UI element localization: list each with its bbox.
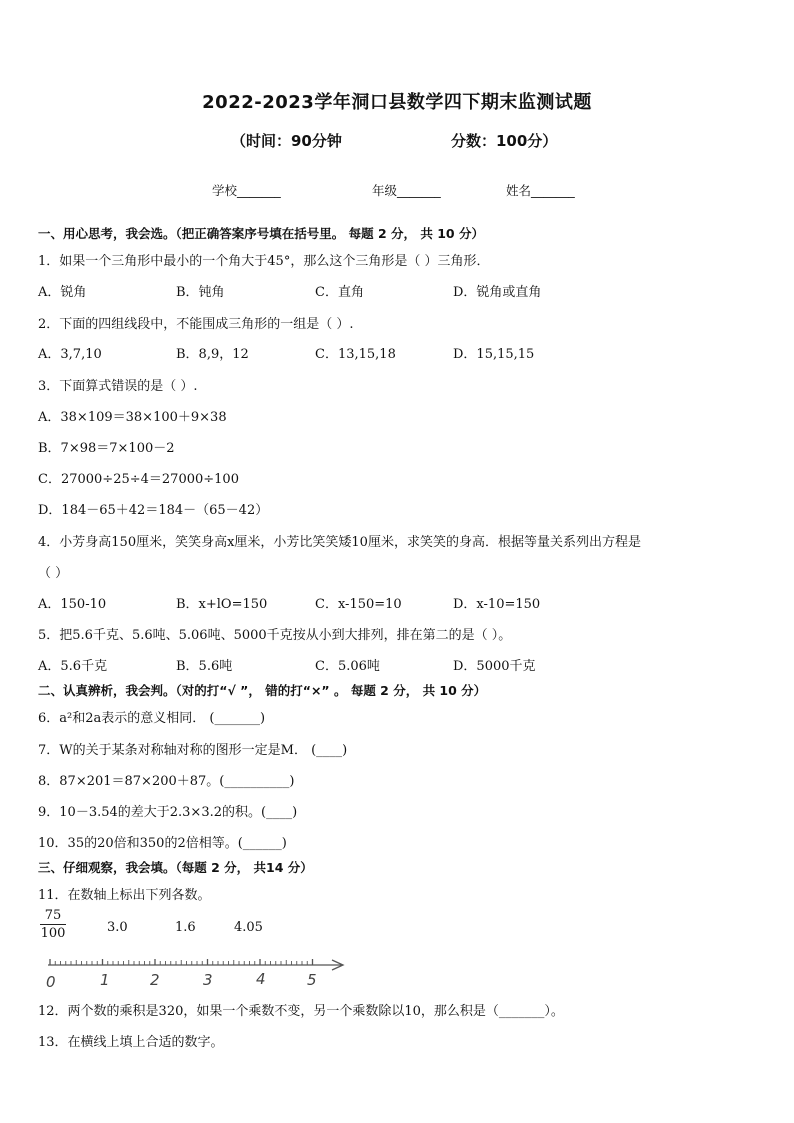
number-line [44, 950, 354, 992]
value-1-6: 1.6 [175, 920, 196, 935]
q1-option-b: B．钝角 [176, 285, 225, 300]
q4-option-b: B．x+lO=150 [176, 597, 268, 612]
question-6: 6．a²和2a表示的意义相同． (_______) [38, 711, 266, 726]
axis-label-0: 0 [46, 973, 56, 991]
question-2: 2．下面的四组线段中，不能围成三角形的一组是（ ）. [38, 317, 354, 332]
q1-option-d: D．锐角或直角 [453, 285, 542, 300]
exam-score: 分数：100分） [451, 132, 558, 150]
q3-option-c: C．27000÷25÷4＝27000÷100 [38, 472, 239, 487]
q3-option-d: D．184－65＋42＝184－（65－42） [38, 503, 269, 518]
question-9: 9．10－3.54的差大于2.3×3.2的积。(____) [38, 805, 298, 820]
axis-label-2: 2 [150, 971, 160, 989]
question-4: 4．小芳身高150厘米，笑笑身高x厘米，小芳比笑笑矮10厘米，求笑笑的身高．根据等量关系列出方程是 [38, 535, 641, 550]
axis-label-5: 5 [307, 971, 317, 989]
q4-answer-paren: （ ） [38, 566, 69, 581]
q4-option-c: C．x-150=10 [315, 597, 402, 612]
fraction-value [40, 908, 66, 941]
axis-label-1: 1 [100, 971, 110, 989]
q5-option-d: D．5000千克 [453, 659, 536, 674]
q2-option-b: B．8,9，12 [176, 347, 249, 362]
q2-option-a: A．3,7,10 [38, 347, 102, 362]
q5-option-c: C．5.06吨 [315, 659, 380, 674]
question-11: 11．在数轴上标出下列各数。 [38, 888, 211, 903]
question-8: 8．87×201＝87×200＋87。(__________) [38, 774, 295, 789]
q2-option-c: C．13,15,18 [315, 347, 396, 362]
question-1: 1．如果一个三角形中最小的一个角大于45°，那么这个三角形是（ ）三角形． [38, 254, 490, 269]
q3-option-a: A．38×109＝38×100＋9×38 [38, 410, 227, 425]
exam-time: （时间：90分钟 [231, 132, 342, 150]
q4-option-a: A．150-10 [38, 597, 107, 612]
section-2-heading: 二、认真辨析，我会判。（对的打“√ ”， 错的打“×” 。 每题 2 分， 共 10 分） [38, 683, 487, 698]
q1-option-a: A．锐角 [38, 285, 87, 300]
question-3: 3．下面算式错误的是（ ）. [38, 379, 198, 394]
fraction-numerator: 75 [40, 908, 66, 925]
q5-option-a: A．5.6千克 [38, 659, 108, 674]
q5-option-b: B．5.6吨 [176, 659, 233, 674]
grade-field: 年级_______ [372, 183, 441, 198]
axis-label-3: 3 [203, 971, 213, 989]
question-13: 13．在横线上填上合适的数字。 [38, 1035, 224, 1050]
axis-label-4: 4 [256, 970, 266, 988]
q2-option-d: D．15,15,15 [453, 347, 535, 362]
value-4-05: 4.05 [234, 920, 263, 935]
question-10: 10．35的20倍和350的2倍相等。(______) [38, 836, 287, 851]
q4-option-d: D．x-10=150 [453, 597, 541, 612]
section-3-heading: 三、仔细观察，我会填。（每题 2 分， 共14 分） [38, 860, 313, 875]
value-3-0: 3.0 [107, 920, 128, 935]
name-field: 姓名_______ [506, 183, 575, 198]
school-field: 学校_______ [212, 183, 281, 198]
section-1-heading: 一、用心思考，我会选。（把正确答案序号填在括号里。 每题 2 分， 共 10 分） [38, 226, 484, 241]
fraction-denominator: 100 [40, 926, 66, 941]
question-12: 12．两个数的乘积是320，如果一个乘数不变，另一个乘数除以10，那么积是（_______）。 [38, 1004, 564, 1019]
question-7: 7．W的关于某条对称轴对称的图形一定是M． (____) [38, 743, 348, 758]
number-line-ticks [50, 959, 313, 965]
question-5: 5．把5.6千克、5.6吨、5.06吨、5000千克按从小到大排列，排在第二的是（ ）。 [38, 628, 512, 643]
q3-option-b: B．7×98＝7×100－2 [38, 441, 175, 456]
page-title: 2022-2023学年洞口县数学四下期末监测试题 [202, 92, 592, 113]
q1-option-c: C．直角 [315, 285, 364, 300]
